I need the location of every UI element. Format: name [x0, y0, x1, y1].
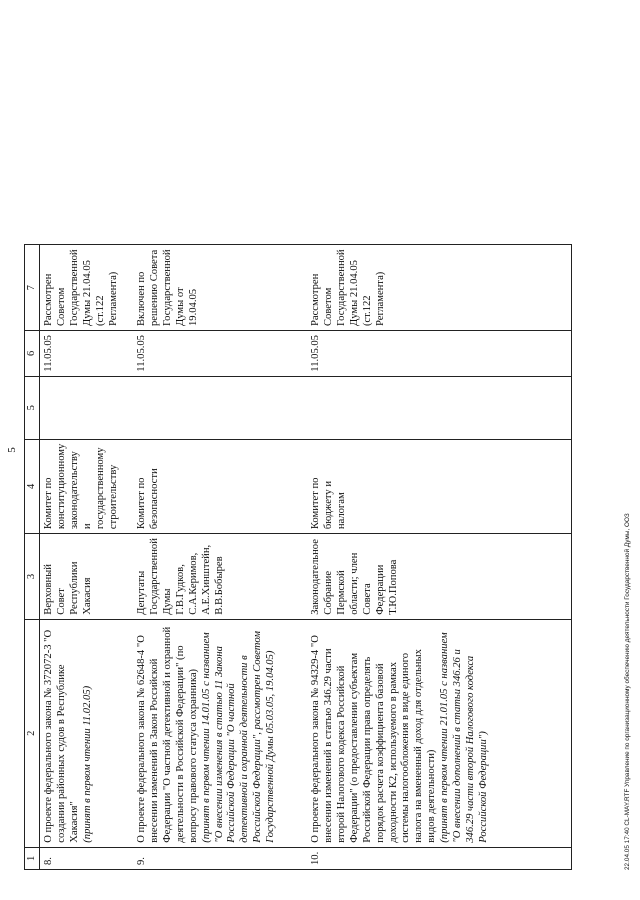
table-header-row [25, 245, 40, 870]
bill-note: (принят в первом чтении 14.01.05 с названием "О внесении изменения в статью 11 Закона Российской Федерации "О частной детективной и охранной деятельности в Российской Федерации", рассмотрен Советом Государственной Думы 05.03.05, 19.04.05) [200, 630, 277, 843]
status: Включен по решению Совета Государственной Думы от 19.04.05 [133, 245, 307, 331]
document-footer: 22.04.05 17:40 CL-MAY.RTF Управление по организационному обеспечению деятельности Государственной Думы, ООЗ [624, 513, 631, 870]
row-number: 10. [307, 847, 572, 869]
initiator: Депутаты Государственной Думы Г.В.Гудков, С.А.Керимов, А.Е.Хинштейн, В.В.Бобырев [133, 534, 307, 620]
agenda-table [24, 244, 572, 870]
status: Рассмотрен Советом Государственной Думы 21.04.05 (ст.122 Регламента) [40, 245, 134, 331]
table-row [40, 245, 134, 870]
bill-title: О проекте федерального закона № 62648-4 "О внесении изменений в Закон Российской Федерации "О частной детективной и охранной деятельности в Российской Федерации" (по вопросу правового статуса охранника) [136, 626, 199, 843]
bill-description [133, 619, 307, 847]
bill-title: О проекте федерального закона № 372072-3 "О создании районных судов в Республике Хакасия" [43, 629, 80, 843]
committee: Комитет по безопасности [133, 439, 307, 533]
row-number: 9. [133, 847, 307, 869]
page-number: 5 [6, 447, 18, 453]
column-header: 3 [25, 534, 40, 620]
column-5-cell [307, 376, 572, 439]
column-header: 7 [25, 245, 40, 331]
committee: Комитет по бюджету и налогам [307, 439, 572, 533]
committee: Комитет по конституционному законодательству и государственному строительству [40, 439, 134, 533]
column-header: 5 [25, 376, 40, 439]
date: 11.05.05 [40, 331, 134, 377]
date: 11.05.05 [307, 331, 572, 377]
table-row [307, 245, 572, 870]
bill-note: (принят в первом чтении 11.02.05) [81, 685, 93, 843]
date: 11.05.05 [133, 331, 307, 377]
row-number: 8. [40, 847, 134, 869]
initiator: Законодательное Собрание Пермской области; член Совета Федерации Т.Ю.Попова [307, 534, 572, 620]
bill-description [40, 619, 134, 847]
column-5-cell [133, 376, 307, 439]
column-header: 4 [25, 439, 40, 533]
bill-description [307, 619, 572, 847]
bill-title: О проекте федерального закона № 94329-4 "О внесении изменений в статью 346.29 части второй Налогового кодекса Российской Федерации" (о предоставлении субъектам Российской Федерации права определять порядок расчета коэффициента базовой доходности К2, используемого в рамках системы налогообложения в виде единого налога на вмененный доход для отдельных видов деятельности) [310, 635, 438, 843]
column-header: 1 [25, 847, 40, 869]
initiator: Верховный Совет Республики Хакасия [40, 534, 134, 620]
status: Рассмотрен Советом Государственной Думы 21.04.05 (ст.122 Регламента) [307, 245, 572, 331]
bill-note: (принят в первом чтении 21.01.05 с названием "О внесении дополнений в статьи 346.26 и 346.29 части второй Налогового кодекса Российской Федерации") [439, 632, 489, 843]
column-5-cell [40, 376, 134, 439]
column-header: 2 [25, 619, 40, 847]
column-header: 6 [25, 331, 40, 377]
table-row [133, 245, 307, 870]
